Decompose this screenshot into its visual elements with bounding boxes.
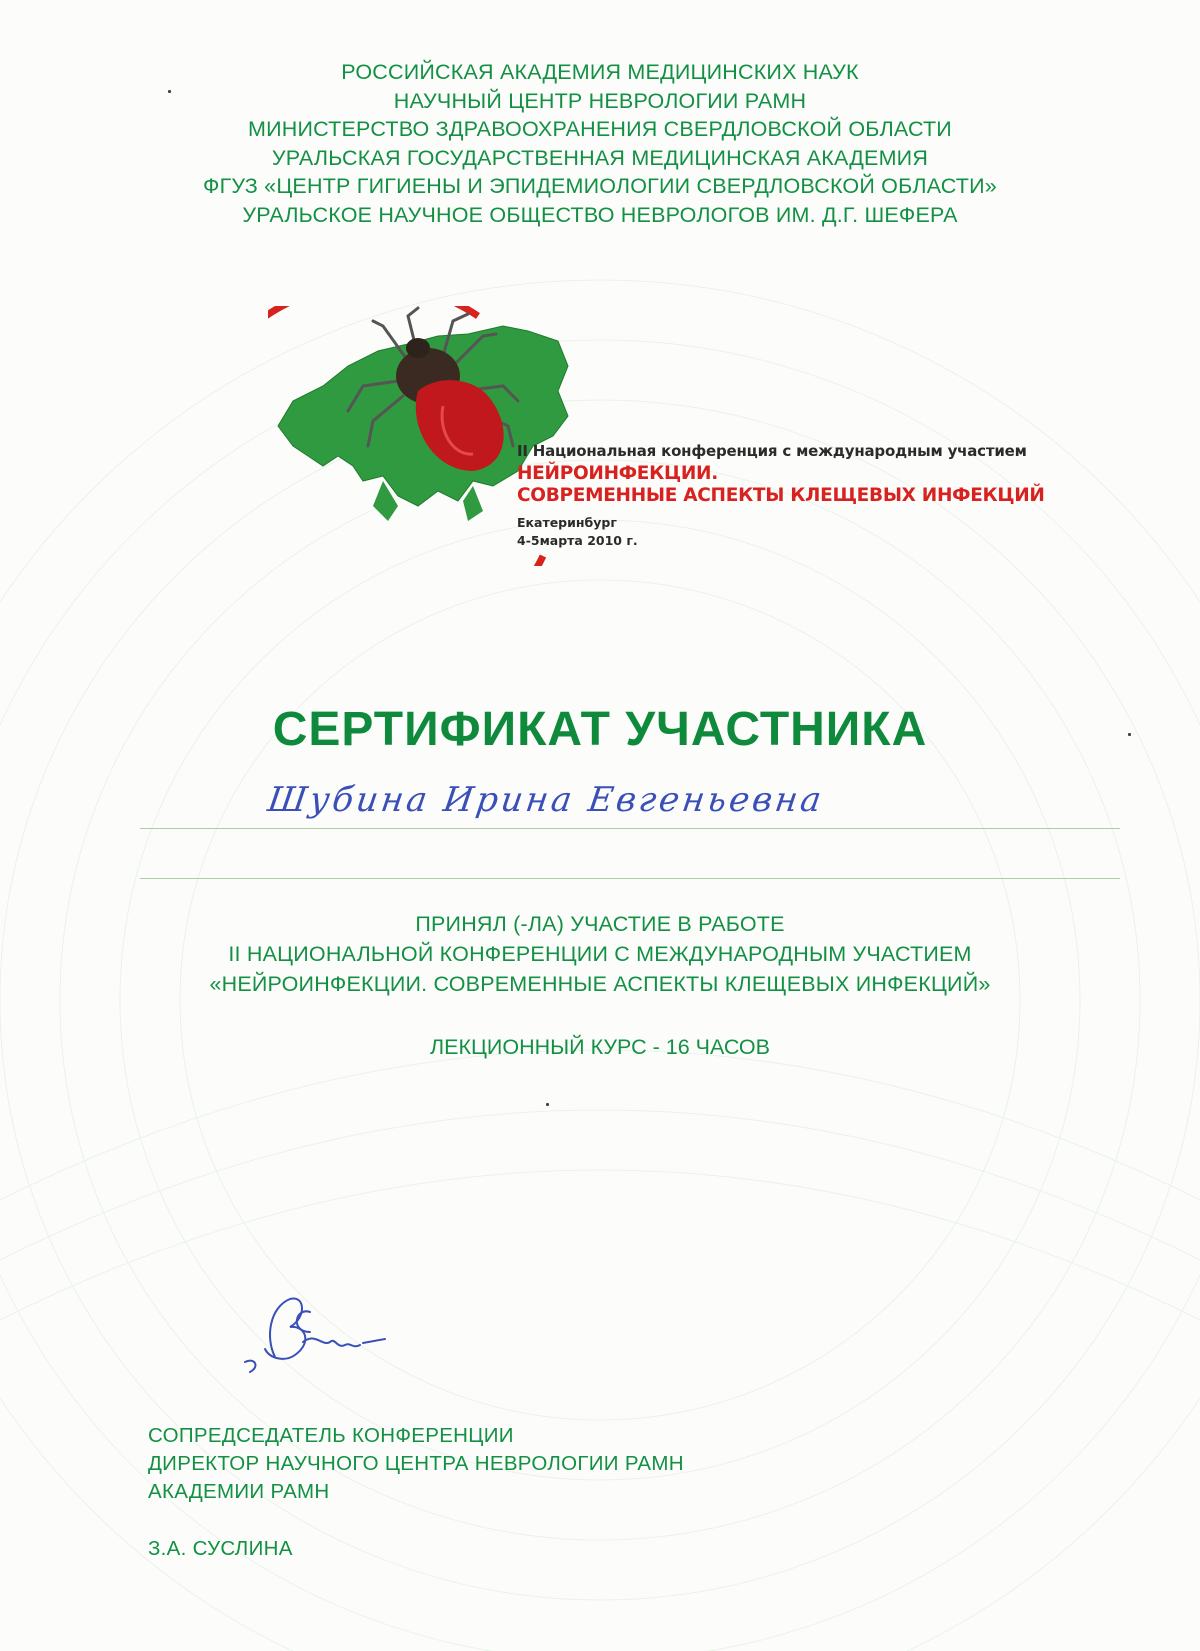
conference-city: Екатеринбург (517, 515, 617, 530)
paper-speck (168, 90, 171, 93)
participant-name-field (140, 780, 1120, 888)
statement-line-1: ПРИНЯЛ (-ЛА) УЧАСТИЕ В РАБОТЕ (415, 912, 785, 936)
conference-info (517, 442, 1045, 548)
signer-title-1: СОПРЕДСЕДАТЕЛЬ КОНФЕРЕНЦИИ (148, 1424, 514, 1447)
certificate-title: СЕРТИФИКАТ УЧАСТНИКА (272, 703, 928, 756)
org-line-4: УРАЛЬСКАЯ ГОСУДАРСТВЕННАЯ МЕДИЦИНСКАЯ АКАДЕМИЯ (271, 145, 929, 170)
course-hours: ЛЕКЦИОННЫЙ КУРС - 16 ЧАСОВ (430, 1035, 770, 1059)
signer-title-3: АКАДЕМИИ РАМН (148, 1480, 330, 1503)
conference-title-line2: СОВРЕМЕННЫЕ АСПЕКТЫ КЛЕЩЕВЫХ ИНФЕКЦИЙ (517, 485, 1045, 506)
statement-line-3: «НЕЙРОИНФЕКЦИИ. СОВРЕМЕННЫЕ АСПЕКТЫ КЛЕЩЕВЫХ ИНФЕКЦИЙ» (209, 972, 991, 996)
statement-line-2: II НАЦИОНАЛЬНОЙ КОНФЕРЕНЦИИ С МЕЖДУНАРОДНЫМ УЧАСТИЕМ (228, 942, 972, 966)
paper-speck (1128, 733, 1131, 736)
org-line-1: РОССИЙСКАЯ АКАДЕМИЯ МЕДИЦИНСКИХ НАУК (341, 60, 859, 84)
signer-titles (148, 1422, 684, 1506)
signer-title-2: ДИРЕКТОР НАУЧНОГО ЦЕНТРА НЕВРОЛОГИИ РАМН (148, 1452, 684, 1475)
conference-title-line1: НЕЙРОИНФЕКЦИИ. (517, 463, 718, 484)
org-line-2: НАУЧНЫЙ ЦЕНТР НЕВРОЛОГИИ РАМН (393, 88, 807, 113)
name-underline-2 (140, 878, 1120, 879)
conference-date: 4-5марта 2010 г. (517, 533, 638, 548)
organizations-header (0, 58, 1200, 229)
org-line-6: УРАЛЬСКОЕ НАУЧНОЕ ОБЩЕСТВО НЕВРОЛОГОВ ИМ. Д.Г. ШЕФЕРА (242, 202, 958, 227)
participant-name: Шубина Ирина Евгеньевна (265, 780, 827, 820)
participation-statement (0, 909, 1200, 999)
paper-speck (546, 1103, 549, 1106)
handwritten-signature (235, 1287, 405, 1387)
name-underline-1 (140, 828, 1120, 829)
signer-name: З.А. СУСЛИНА (148, 1537, 293, 1560)
org-line-5: ФГУЗ «ЦЕНТР ГИГИЕНЫ И ЭПИДЕМИОЛОГИИ СВЕРДЛОВСКОЙ ОБЛАСТИ» (203, 174, 997, 198)
conference-subtitle: II Национальная конференция с международным участием (517, 442, 1027, 460)
org-line-3: МИНИСТЕРСТВО ЗДРАВООХРАНЕНИЯ СВЕРДЛОВСКОЙ ОБЛАСТИ (248, 117, 952, 141)
